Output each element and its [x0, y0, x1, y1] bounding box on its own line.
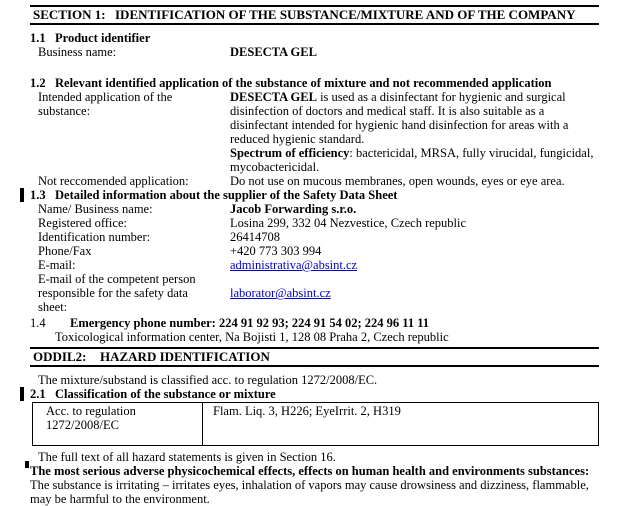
- spectrum-of-efficiency-text: : bactericidal, MRSA, fully virucidal, fungicidal, mycobactericidal.: [230, 146, 594, 174]
- admin-email-link[interactable]: administrativa@absint.cz: [230, 258, 358, 272]
- intended-application-row: [30, 90, 599, 174]
- revision-change-bar: [20, 188, 24, 202]
- phone-fax-value: +420 773 303 994: [230, 244, 322, 258]
- email-value: [230, 258, 599, 272]
- toxicological-center-line: Toxicological information center, Na Bojisti 1, 128 08 Praha 2, Czech republic: [55, 330, 449, 344]
- classification-table-regulation-cell: Acc. to regulation 1272/2008/EC: [33, 403, 203, 445]
- registered-office-value: Losina 299, 332 04 Nezvestice, Czech republic: [230, 216, 467, 230]
- supplier-name-label: Name/ Business name:: [38, 202, 153, 216]
- phone-fax-row: [30, 244, 599, 258]
- supplier-name-row: [30, 202, 599, 216]
- heading-1-3-title: Detailed information about the supplier of the Safety Data Sheet: [55, 188, 398, 202]
- competent-person-email-row: [30, 272, 599, 314]
- phone-fax-label: Phone/Fax: [38, 244, 92, 258]
- heading-1-1-title: Product identifier: [55, 31, 151, 45]
- business-name-label: Business name:: [38, 45, 117, 59]
- intended-application-text: is used as a disinfectant for hygienic and surgical disinfection of doctors and medical staff. It is also suitable as a disinfectant intended for hygienic hand disinfection for areas with a reduced hygienic standard.: [230, 90, 569, 146]
- business-name-row: [30, 45, 599, 59]
- not-recommended-value: Do not use on mucous membranes, open wounds, eyes or eye area.: [230, 174, 565, 188]
- laborator-email-link[interactable]: laborator@absint.cz: [230, 286, 331, 300]
- heading-1-4-number: 1.4: [30, 316, 46, 330]
- email-label: E-mail:: [38, 258, 76, 272]
- heading-2-1: [30, 387, 599, 401]
- competent-person-email-label: E-mail of the competent person responsible for the safety data sheet:: [38, 272, 196, 314]
- registered-office-row: [30, 216, 599, 230]
- adverse-effects-text: The substance is irritating – irritates eyes, inhalation of vapors may cause drowsiness and dizziness, flammable, may be harmful to the environment.: [30, 478, 589, 506]
- revision-change-bar: [25, 461, 29, 468]
- revision-change-bar: [20, 387, 24, 401]
- section-1-header: [30, 5, 599, 25]
- classification-table-hazard-cell: Flam. Liq. 3, H226; EyeIrrit. 2, H319: [213, 404, 401, 418]
- hazard-statements-note: The full text of all hazard statements is given in Section 16.: [38, 450, 336, 464]
- heading-1-2-number: 1.2: [30, 76, 46, 90]
- intended-application-label: Intended application of the substance:: [38, 90, 173, 118]
- section-2-header: [30, 347, 599, 367]
- supplier-name-value: Jacob Forwarding s.r.o.: [230, 202, 357, 216]
- classification-intro-line: The mixture/substand is classified acc. to regulation 1272/2008/EC.: [38, 373, 378, 387]
- identification-number-label: Identification number:: [38, 230, 151, 244]
- section-2-title: HAZARD IDENTIFICATION: [100, 349, 270, 364]
- heading-1-2: [30, 76, 599, 90]
- heading-1-3-number: 1.3: [30, 188, 46, 202]
- adverse-effects-lead: The most serious adverse physicochemical effects, effects on human health and environments substances:: [30, 464, 590, 478]
- competent-person-email-value: [230, 272, 599, 314]
- heading-1-4-title: Emergency phone number: 224 91 92 93; 224 91 54 02; 224 96 11 11: [70, 316, 430, 330]
- heading-1-1: [30, 31, 599, 45]
- heading-2-1-number: 2.1: [30, 387, 46, 401]
- intended-application-product: DESECTA GEL: [230, 90, 317, 104]
- heading-1-2-title: Relevant identified application of the substance of mixture and not recommended application: [55, 76, 552, 90]
- not-recommended-label: Not reccomended application:: [38, 174, 189, 188]
- registered-office-label: Registered office:: [38, 216, 127, 230]
- business-name-value: DESECTA GEL: [230, 45, 317, 59]
- identification-number-value: 26414708: [230, 230, 280, 244]
- heading-1-4: [30, 316, 599, 330]
- heading-1-3: [30, 188, 599, 202]
- adverse-effects-paragraph: [30, 464, 599, 506]
- section-1-title: IDENTIFICATION OF THE SUBSTANCE/MIXTURE AND OF THE COMPANY: [115, 7, 576, 22]
- classification-table: [32, 402, 599, 446]
- section-2-number: ODDIL2:: [33, 349, 87, 364]
- heading-2-1-title: Classification of the substance or mixture: [55, 387, 276, 401]
- section-1-number: SECTION 1:: [33, 7, 106, 22]
- heading-1-1-number: 1.1: [30, 31, 46, 45]
- identification-number-row: [30, 230, 599, 244]
- not-recommended-row: [30, 174, 599, 188]
- intended-application-value: [230, 90, 599, 174]
- email-row: [30, 258, 599, 272]
- spectrum-of-efficiency-lead: Spectrum of efficiency: [230, 146, 350, 160]
